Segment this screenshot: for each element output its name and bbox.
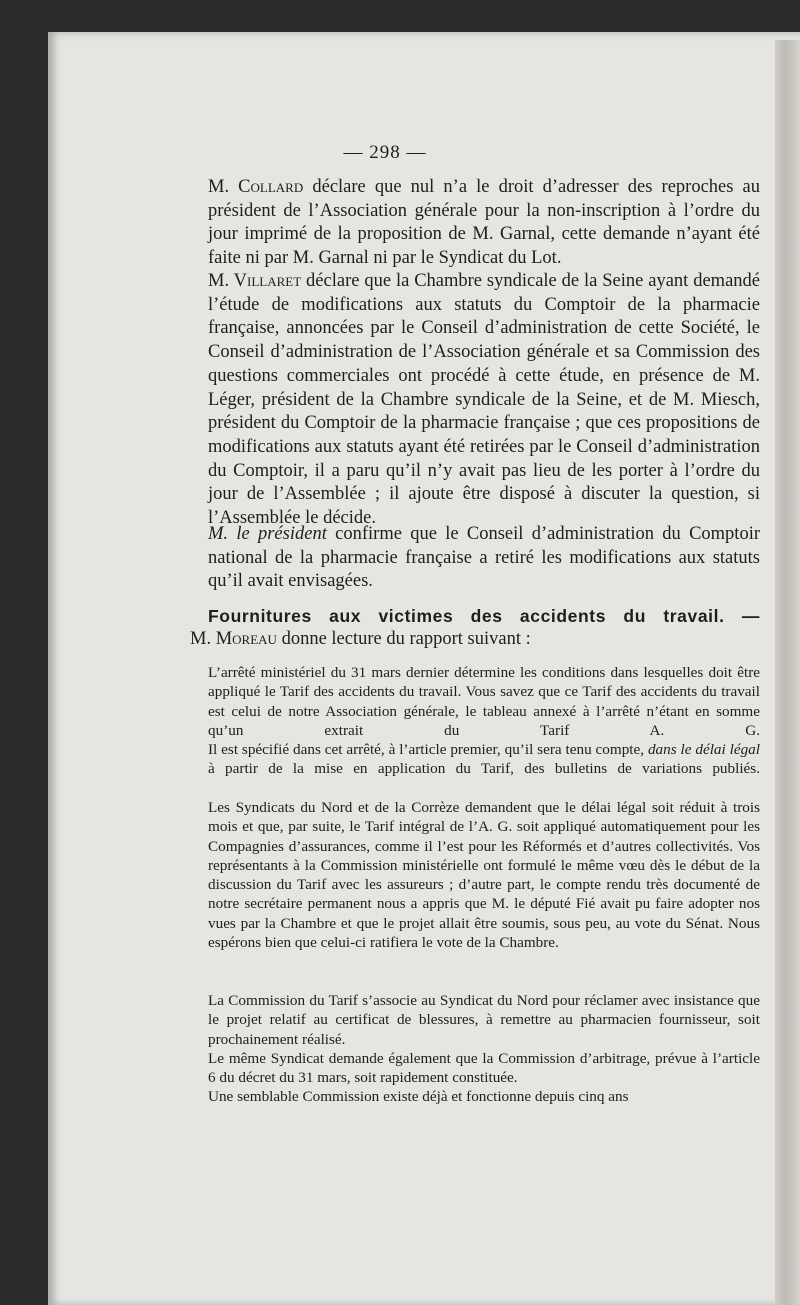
speaker-name: M. le président — [208, 524, 327, 544]
report-paragraph-4: La Commission du Tarif s’associe au Syndicat du Nord pour réclamer avec insistance que le projet relatif au certificat de blessures, à remettre au pharmacien fournisseur, soit prochainement réalisé. — [208, 992, 760, 1048]
paragraph-villaret — [190, 270, 760, 531]
report-paragraph-6: Une semblable Commission existe déjà et fonctionne depuis cinq ans — [208, 1088, 629, 1105]
report-paragraph-1: L’arrêté ministériel du 31 mars dernier détermine les conditions dans lesquelles doit être appliqué le Tarif des accidents du travail. Vous savez que ce Tarif des accidents du travail est celui de notre Association générale, le tableau annexé à l’arrêté n’étant en somme qu’un extrait du Tarif A. G. — [208, 664, 760, 739]
report-italic: dans le délai légal — [647, 741, 761, 758]
paragraph-text: déclare que la Chambre syndicale de la Seine ayant demandé l’étude de modifications aux statuts du Comptoir de la pharmacie française, annoncées par le Conseil d’administration de cette Société, le Conseil d’administration de l’Association générale et sa Commission des questions commerciales ont procédé à cette étude, en présence de M. Léger, président de la Chambre syndicale de la Seine, et de M. Miesch, président du Comptoir de la pharmacie française ; que ces propositions de modifications aux statuts ayant été retirées par le Conseil d’administration du Comptoir, il a paru qu’il n’y avait pas lieu de les porter à l’ordre du jour de l’Assemblée ; il ajoute être disposé à discuter la question, si l’Assemblée le décide. — [208, 271, 760, 529]
report-paragraph-5: Le même Syndicat demande également que la Commission d’arbitrage, prévue à l’article 6 du décret du 31 mars, soit rapidement constituée. — [208, 1050, 760, 1087]
paragraph-text: confirme que le Conseil d’administration du Comptoir national de la pharmacie française a retiré les modifications aux statuts qu’il avait envisagées. — [208, 524, 760, 592]
paragraph-collard — [190, 176, 760, 271]
speaker-name: M. Moreau — [190, 629, 277, 649]
page-number: — 298 — — [343, 142, 427, 163]
report-text: à partir de la mise en application du Tarif, des bulletins de variations publiés. — [208, 760, 760, 778]
paragraph-text: déclare que nul n’a le droit d’adresser des reproches au président de l’Association générale pour la non-inscription à l’ordre du jour imprimé de la proposition de M. Garnal, cette demande n’ayant été faite ni par M. Garnal ni par le Syndicat du Lot. — [208, 177, 761, 269]
speaker-name: M. Collard — [208, 177, 304, 197]
page-edge — [775, 40, 800, 1305]
section-heading: Fournitures aux victimes des accidents du travail. — — [208, 606, 760, 626]
speaker-name: M. Villaret — [208, 271, 302, 291]
section-intro — [190, 628, 760, 652]
report-paragraph-3: Les Syndicats du Nord et de la Corrèze demandent que le délai légal soit réduit à trois mois et que, par suite, le Tarif intégral de l’A. G. soit appliqué automatiquement pour les Compagnies d’assurances, comme il l’est pour les Réformés et d’autres collectivités. Vos représentants à la Commission ministérielle ont formulé le même vœu dès le début de la discussion du Tarif avec les assureurs ; d’autre part, le compte rendu très documenté de notre secrétaire permanent nous a appris que M. le député Fié avait pu faire adopter nos vues par la Chambre et que le projet allait être soumis, sous peu, au vote du Sénat. Nous espérons bien que celui-ci ratifiera le vote de la Chambre. — [208, 799, 760, 952]
report-paragraph-2 — [190, 740, 760, 779]
paragraph-president — [190, 523, 760, 594]
report-text: Il est spécifié dans cet arrêté, à l’article premier, qu’il sera tenu compte, — [208, 741, 648, 758]
intro-text: donne lecture du rapport suivant : — [276, 629, 531, 649]
